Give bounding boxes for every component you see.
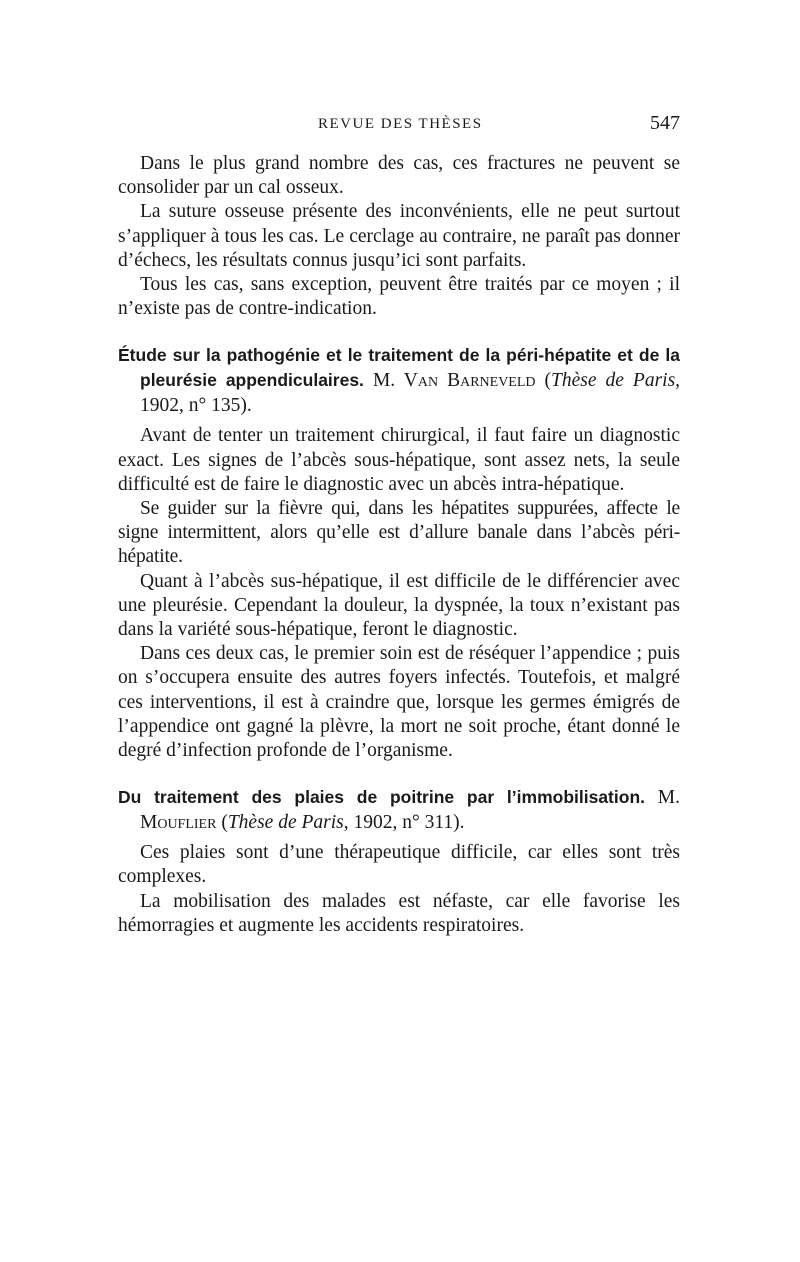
thesis-review-1: [118, 343, 680, 763]
article-paragraph: Quant à l’abcès sus-hépatique, il est difficile de le différencier avec une pleurésie. Cependant la douleur, la dyspnée, la toux n’existant pas dans la variété sous-hépatique, feront le diagnostic.: [118, 570, 680, 641]
article-paragraph: Ces plaies sont d’une thérapeutique difficile, car elles sont très complexes.: [118, 842, 680, 888]
article-source-open: (: [221, 812, 228, 834]
article-source-details: 1902, n° 135).: [140, 395, 252, 417]
article-paragraph: Dans ces deux cas, le premier soin est de réséquer l’appendice ; puis on s’occupera ensuite des autres foyers infectés. Toutefois, et malgré ces interventions, il est à craindre que, lorsque les germes émigrés de l’appendice ont gagné la plèvre, la mort ne soit proche, étant donné le degré d’infection profonde de l’organisme.: [118, 643, 680, 762]
article-source: Thèse de Paris,: [551, 370, 681, 392]
book-page: [118, 112, 680, 938]
thesis-review-2: [118, 785, 680, 938]
article-paragraph: Avant de tenter un traitement chirurgical, il faut faire un diagnostic exact. Les signes de l’abcès sous-hépatique, sont assez nets, la seule difficulté est de faire le diagnostic avec un abcès intra-hépatique.: [118, 425, 680, 495]
intro-paragraph: Dans le plus grand nombre des cas, ces fractures ne peuvent se consolider par un cal osseux.: [118, 153, 680, 199]
intro-paragraph: Tous les cas, sans exception, peuvent être traités par ce moyen ; il n’existe pas de contre-indication.: [118, 274, 680, 320]
article-source-open: (: [544, 370, 552, 392]
article-title: Du traitement des plaies de poitrine par l’immobilisation.: [118, 787, 645, 808]
article-title: Étude sur la pathogénie et le traitement de la péri-hépatite et de la pleurésie appendiculaires.: [118, 345, 680, 391]
intro-section: [118, 152, 680, 321]
article-heading: [118, 785, 680, 835]
article-paragraph: Se guider sur la fièvre qui, dans les hépatites suppurées, affecte le signe intermittent, alors qu’elle est d’allure banale dans l’abcès péri-hépatite.: [118, 498, 680, 568]
article-author: M. Van Barneveld: [372, 370, 536, 392]
running-header: [118, 112, 680, 142]
page-number: 547: [650, 112, 680, 134]
article-paragraph: La mobilisation des malades est néfaste, car elle favorise les hémorragies et augmente les accidents respiratoires.: [118, 890, 680, 936]
running-title: REVUE DES THÈSES: [318, 116, 483, 132]
intro-paragraph: La suture osseuse présente des inconvénients, elle ne peut surtout s’appliquer à tous les cas. Le cerclage au contraire, ne paraît pas donner d’échecs, les résultats connus jusqu’ici sont parfaits.: [118, 201, 680, 271]
article-source: Thèse de Paris,: [227, 812, 349, 834]
article-source-details: 1902, n° 311).: [348, 812, 465, 834]
article-author: M. Mouflier: [140, 787, 681, 834]
article-heading: [118, 343, 680, 418]
